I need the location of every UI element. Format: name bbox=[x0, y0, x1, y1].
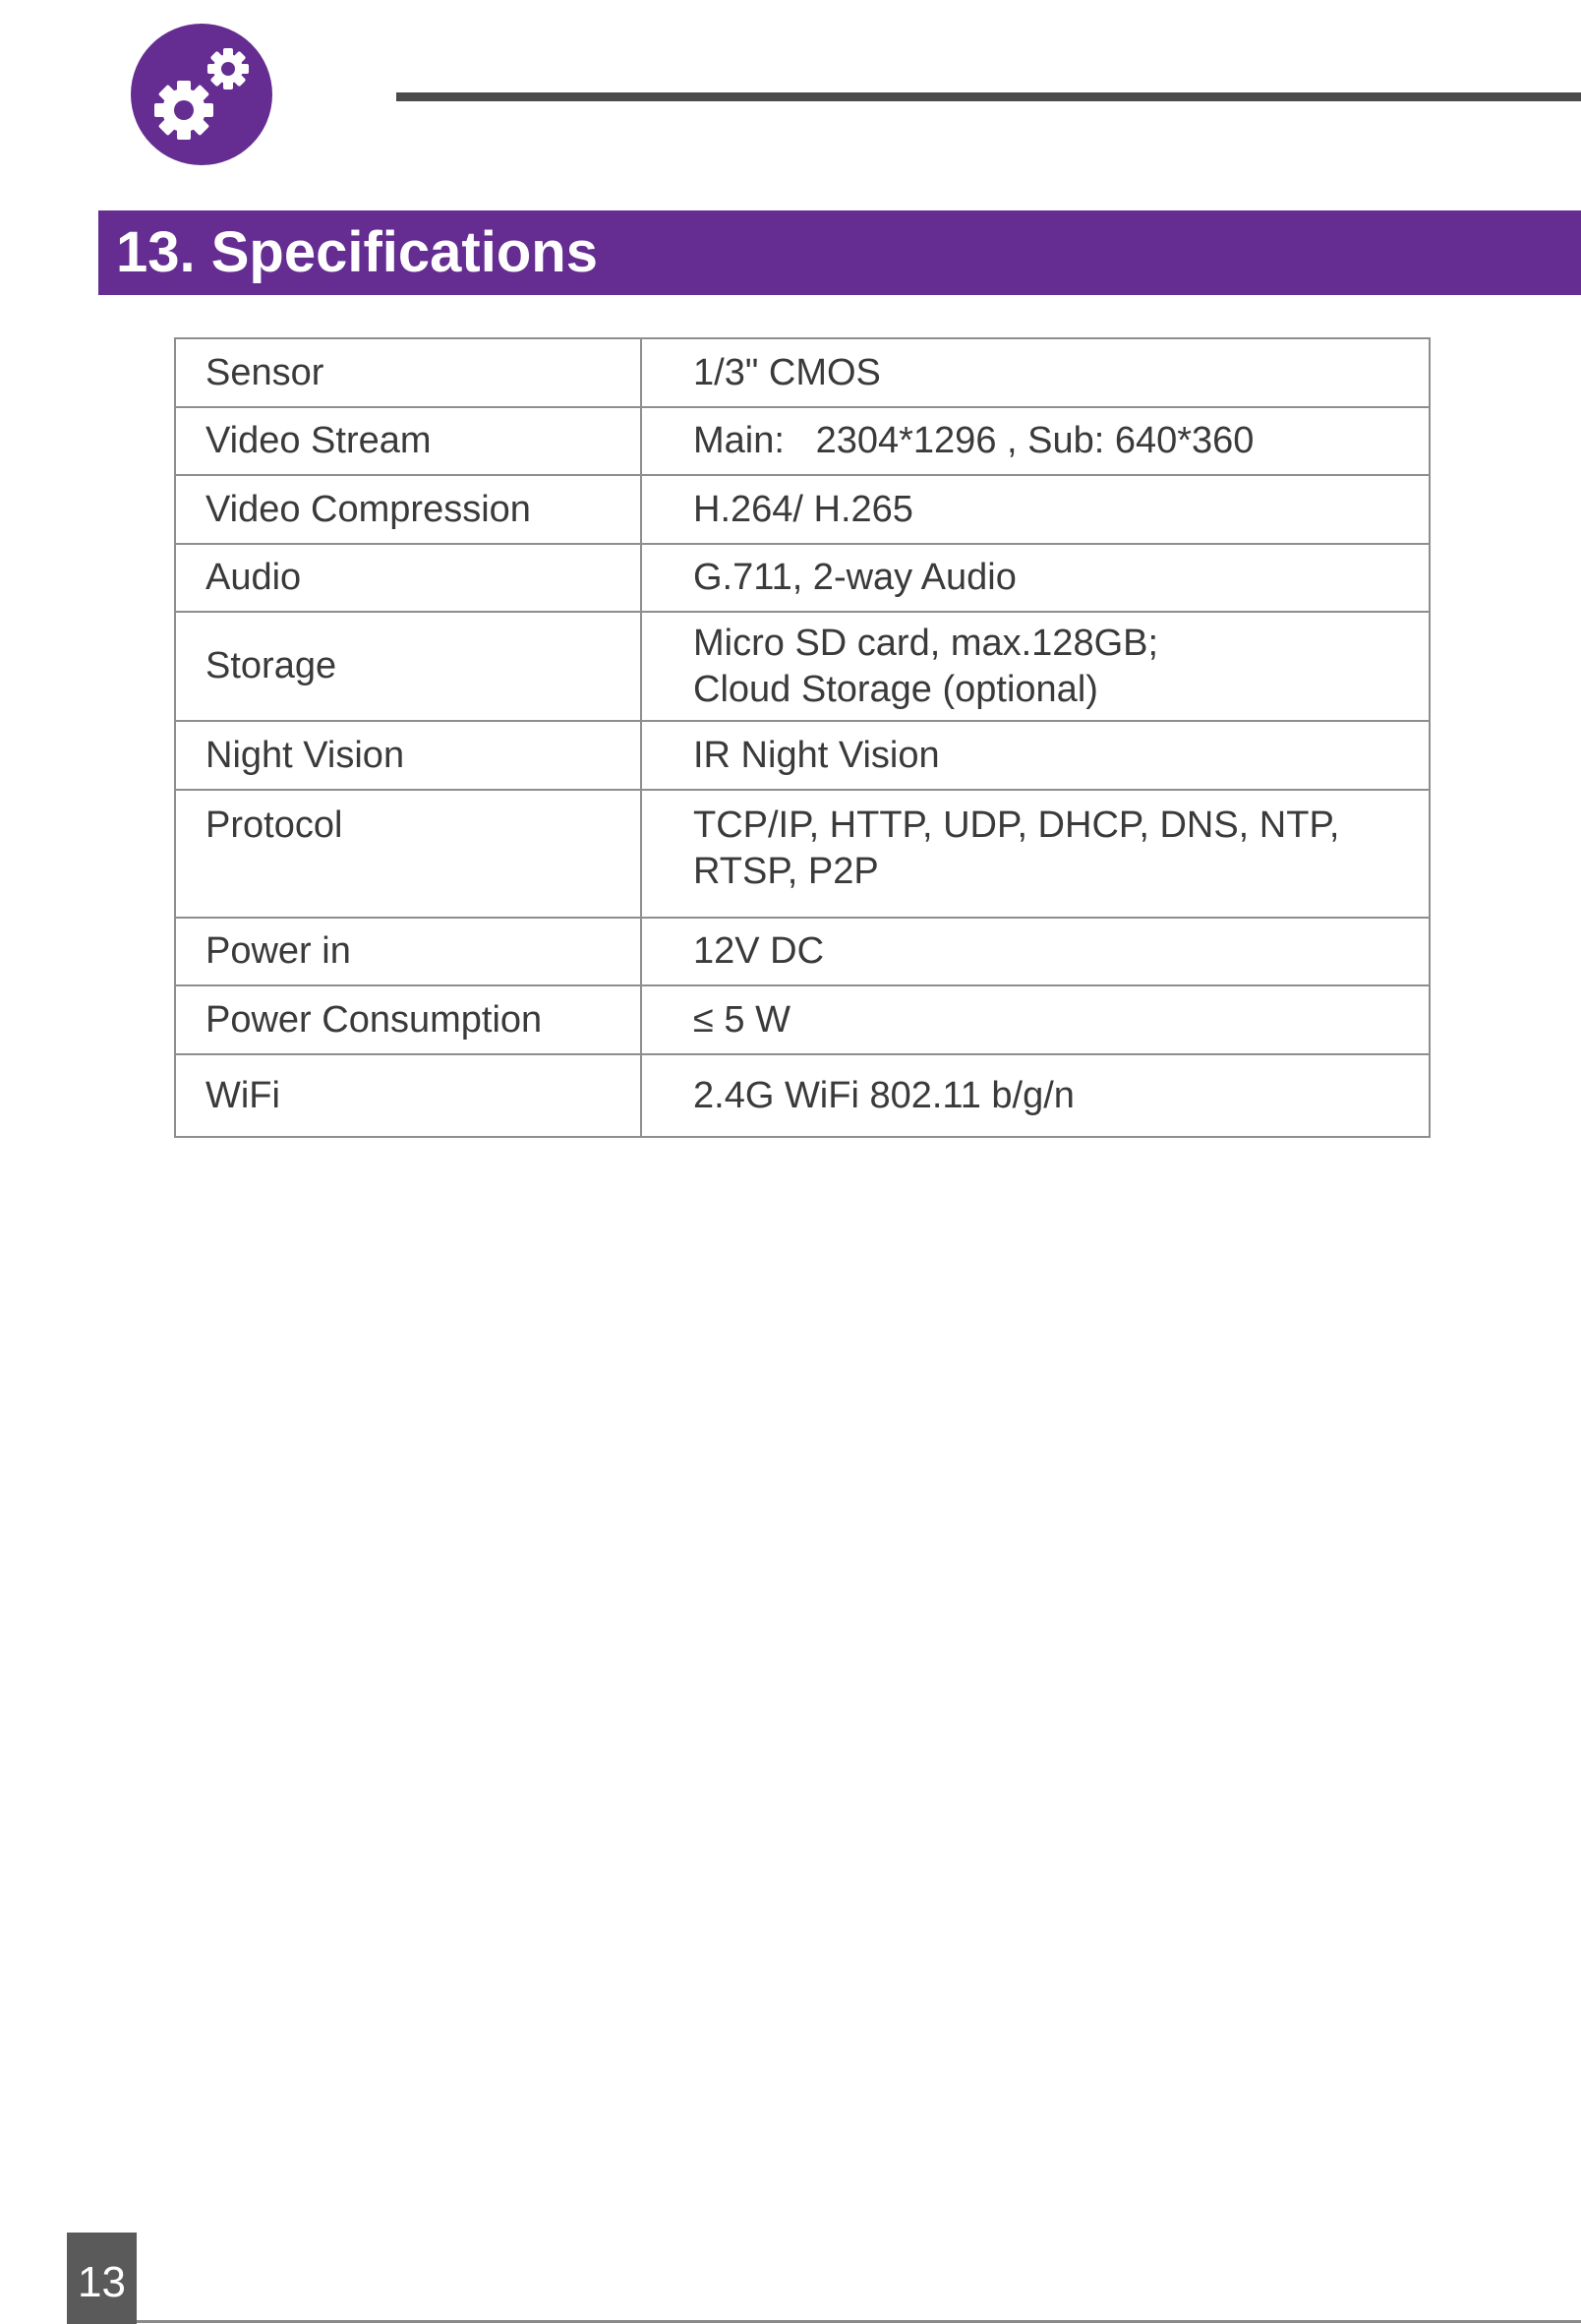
spec-label: WiFi bbox=[175, 1054, 641, 1137]
spec-label: Video Stream bbox=[175, 407, 641, 475]
page-number-tab bbox=[67, 2233, 137, 2324]
header-rule bbox=[396, 92, 1581, 101]
table-row bbox=[175, 407, 1430, 475]
table-row bbox=[175, 544, 1430, 612]
spec-label: Power Consumption bbox=[175, 985, 641, 1054]
page-number: 13 bbox=[78, 2258, 126, 2306]
spec-value: H.264/ H.265 bbox=[641, 475, 1430, 544]
spec-value: 2.4G WiFi 802.11 b/g/n bbox=[641, 1054, 1430, 1137]
table-row bbox=[175, 612, 1430, 721]
spec-value: Main: 2304*1296 , Sub: 640*360 bbox=[641, 407, 1430, 475]
table-row bbox=[175, 1054, 1430, 1137]
table-row bbox=[175, 985, 1430, 1054]
gears-icon bbox=[131, 24, 272, 165]
table-row bbox=[175, 721, 1430, 790]
spec-label: Protocol bbox=[175, 790, 641, 918]
spec-value: IR Night Vision bbox=[641, 721, 1430, 790]
spec-value: 12V DC bbox=[641, 918, 1430, 985]
section-title: 13. Specifications bbox=[116, 220, 598, 284]
spec-table bbox=[174, 337, 1431, 1138]
spec-label: Power in bbox=[175, 918, 641, 985]
spec-value: G.711, 2-way Audio bbox=[641, 544, 1430, 612]
spec-label: Storage bbox=[175, 612, 641, 721]
table-row bbox=[175, 918, 1430, 985]
spec-label: Sensor bbox=[175, 338, 641, 407]
spec-value: 1/3" CMOS bbox=[641, 338, 1430, 407]
table-row bbox=[175, 338, 1430, 407]
section-banner bbox=[98, 210, 1581, 295]
spec-value: Micro SD card, max.128GB; Cloud Storage (optional) bbox=[641, 612, 1430, 721]
spec-label: Video Compression bbox=[175, 475, 641, 544]
spec-label: Audio bbox=[175, 544, 641, 612]
spec-label: Night Vision bbox=[175, 721, 641, 790]
footer-rule bbox=[137, 2320, 1581, 2323]
spec-value: ≤ 5 W bbox=[641, 985, 1430, 1054]
table-row bbox=[175, 790, 1430, 918]
spec-value: TCP/IP, HTTP, UDP, DHCP, DNS, NTP, RTSP, P2P bbox=[641, 790, 1430, 918]
table-row bbox=[175, 475, 1430, 544]
